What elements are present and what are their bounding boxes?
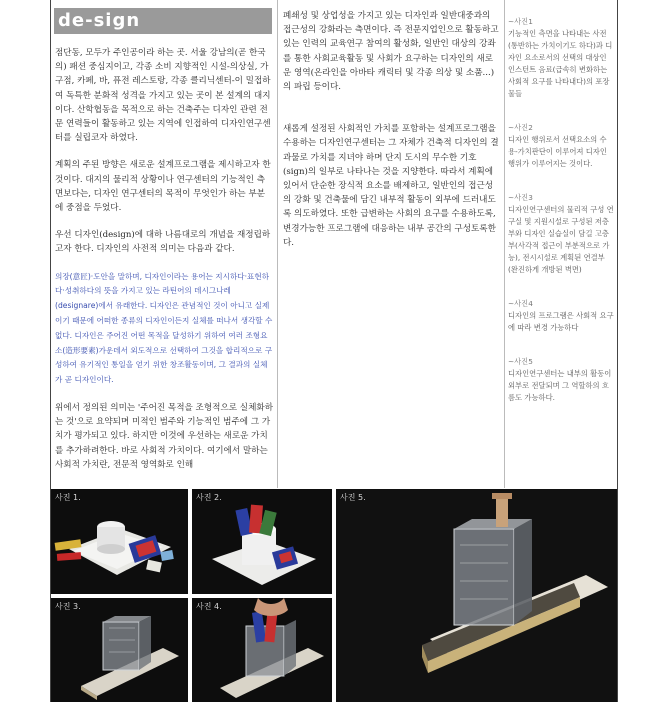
photo-note: ~사진4 디자인의 프로그램은 사회적 요구에 따라 변경 가능하다 <box>508 299 614 332</box>
photo-4-image <box>192 598 332 702</box>
photo-caption: 사진 3. <box>55 602 81 611</box>
page-title: de-sign <box>54 8 272 34</box>
photo-grid <box>51 489 617 702</box>
photo-note: ~사진3 디자인연구센터의 물리적 구성 연구실 및 지원시설로 구성된 저층부와 디자인 실습실이 담길 고층부(사각적 접근이 부분적으로 가능), 전시시설로 계획된 연결부(완진하게 개방된 벽면) <box>508 193 614 274</box>
photo-3-image <box>51 598 188 702</box>
photo-1-image <box>51 489 188 594</box>
photo-5-image <box>336 489 617 702</box>
text-column-2 <box>283 9 499 263</box>
paragraph: 위에서 정의된 의미는 '주어진 목적을 조형적으로 실체화하는 것'으로 요약되며 미적인 범주와 기능적인 범주에 그 가치가 평가되고 있다. 하지만 이것에 우선하는 새로운 가치를 추가하려한다. 바로 사회적 가치이다. 여기에서 말하는 사회적 가치란, 전문적 영역화로 인해 <box>55 403 273 470</box>
column-divider-2 <box>504 0 505 488</box>
photo-1 <box>51 489 188 594</box>
photo-caption: 사진 2. <box>196 493 222 502</box>
photo-3 <box>51 598 188 702</box>
photo-notes-column <box>508 16 614 426</box>
photo-note: ~사진1 기능적인 측면을 나타내는 사전(통반하는 가치이기도 하다)과 디자인 요소로서의 선택의 대상인 인스턴트 음료(급속히 변화하는 사회적 요구를 나타내다)의 포장물들 <box>508 17 613 98</box>
dictionary-quote: 의장(意匠)·도안을 말하며, 디자인이라는 용어는 지시하다·표현하다·성취하다의 뜻을 가지고 있는 라틴어의 데시그나레(designare)에서 유래한다. 디자인은 관념적인 것이 아니고 실제이기 때문에 어떠한 종류의 디자인이든지 실체를 떠나서 생각할 수 없다. 디자인은 주어진 어떤 목적을 달성하기 위하여 여러 조형요소(造形要素)가운데서 외도적으로 선택하여 그것을 합리적으로 구성하여 유기적인 통일을 얻기 위한 창조활동이며, 그 결과의 실체가 곧 디자인이다. <box>55 271 273 385</box>
photo-caption: 사진 5. <box>340 493 366 502</box>
photo-5 <box>336 489 617 702</box>
photo-caption: 사진 4. <box>196 602 222 611</box>
text-column-1 <box>55 46 273 485</box>
photo-4 <box>192 598 332 702</box>
paragraph: 폐쇄성 및 상업성을 가지고 있는 디자인과 일반대중과의 접근성의 강화라는 측면이다. 즉 전문지업인으로 활동하고 있는 인력의 교육연구 참여의 활성화, 일반인 대상의 강좌를 통한 사회교육활동 및 사회가 요구하는 디자인의 새로운 영역(온라인을 아바타 캐릭터 및 각종 의상 및 소품...)의 파립 등이다. <box>283 11 499 93</box>
photo-2-image <box>192 489 332 594</box>
paragraph: 우선 디자인(design)에 대하 나름대로의 개념을 재정립하고자 한다. 디자인의 사전적 의미는 다음과 같다. <box>55 230 271 255</box>
paragraph: 점단동, 모두가 주인공이라 하는 곳. 서울 강남의(곧 한국의) 패션 중심지이고, 각종 소비 지향적인 시설-의상실, 가구점, 카페, 바, 퓨전 레스토랑, 각종 클리닉센터-이 밀접하여 독특한 분화적 성격을 가지고 있는 곳이 본 설계의 대지이다. 산학협동을 목적으로 하는 건축주는 디자인 관련 전문 연력들이 활동하고 있는 지역에 인접하여 디자인연구센터를 실립코자 하였다. <box>55 48 271 144</box>
column-divider-1 <box>277 0 278 488</box>
paragraph: 새롭게 설정된 사회적인 가치를 포함하는 설계프로그램을 수용하는 디자인연구센터는 그 자체가 건축적 디자인의 결과물로 가치를 지녀야 하며 단지 도시의 무수한 기호(sign)의 일부로 나타나는 것을 지양한다. 따라서 계획에 있어서 단순한 장식적 요소를 배제하고, 일반인의 접근성의 강화 및 건축물에 담긴 내부적 활동이 외부에 드러내도록 의도하였다. 또한 급변하는 사회의 요구를 수용하도록, 변경가능한 프로그램에 대응하는 내부 공간의 구성토록한다. <box>283 124 499 248</box>
photo-caption: 사진 1. <box>55 493 81 502</box>
photo-2 <box>192 489 332 594</box>
photo-note: ~사진5 디자인연구센터는 내부의 활동이 외부로 전달되며 그 역할하의 흐름도 가능하다. <box>508 357 612 402</box>
paragraph: 계획의 주된 방향은 새로운 설계프로그램을 제시하고자 한 것이다. 대지의 물리적 상황이나 연구센터의 기능적인 측면보다는, 디자인 연구센터의 목적이 무엇인가 하는 부분에 중점을 두었다. <box>55 160 271 214</box>
right-rule <box>617 0 618 702</box>
photo-note: ~사진2 디자인 행위로서 선택요소의 수용-가치판단이 이루어져 디자인 행위가 이루어지는 것이다. <box>508 123 607 168</box>
